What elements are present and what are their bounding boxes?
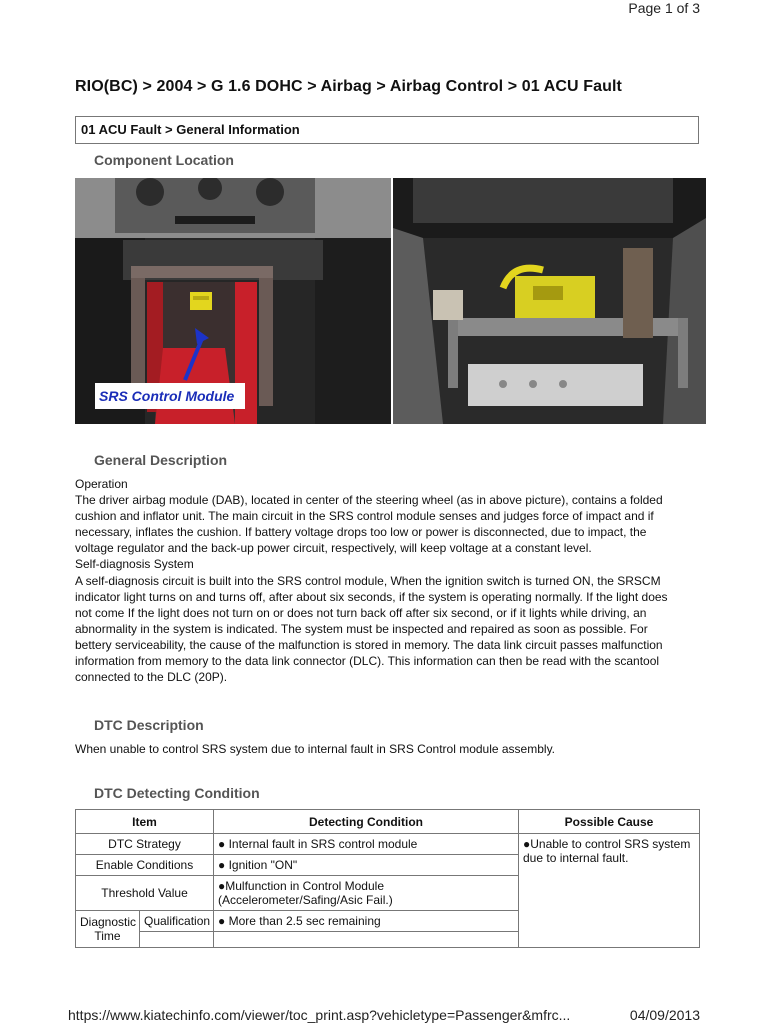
dtc-description-text: When unable to control SRS system due to internal fault in SRS Control module assembly.: [75, 742, 556, 756]
item-cell: DTC Strategy: [76, 834, 214, 855]
component-photo-undercarriage: [393, 178, 706, 424]
text-line: abnormality in the system is indicated. The system must be inspected and repaired as soon as possible. For: [75, 621, 648, 636]
text-line: information from memory to the data link connector (DLC). This information can then be read with the scantool: [75, 654, 660, 669]
footer-date: 04/09/2013: [629, 1007, 700, 1023]
footer-url: https://www.kiatechinfo.com/viewer/toc_print.asp?vehicletype=Passenger&mfrc...: [68, 1007, 571, 1023]
srs-module-photo-label: SRS Control Module: [99, 388, 235, 404]
item-cell: Enable Conditions: [76, 855, 214, 876]
column-header-cause: Possible Cause: [519, 810, 700, 834]
item-line: Time: [94, 929, 121, 943]
text-line: indicator light turns on and turns off, after about six seconds, if the system is operating normally. If the light does: [75, 589, 668, 604]
empty-cell: [140, 932, 214, 948]
general-description-heading: General Description: [94, 452, 228, 468]
text-line: Operation: [75, 477, 128, 491]
text-line: Self-diagnosis System: [75, 557, 194, 572]
condition-cell: ● Internal fault in SRS control module: [214, 834, 519, 855]
item-cell: [76, 911, 140, 948]
condition-cell: ● More than 2.5 sec remaining: [214, 911, 519, 932]
text-line: voltage regulator and the back-up power circuit, respectively, will keep voltage at a constant level.: [75, 541, 592, 556]
empty-cell: [214, 932, 519, 948]
component-photo-console: [75, 178, 391, 424]
breadcrumb: RIO(BC) > 2004 > G 1.6 DOHC > Airbag > Airbag Control > 01 ACU Fault: [75, 78, 622, 95]
condition-cell: [214, 876, 519, 911]
section-title: 01 ACU Fault > General Information: [81, 122, 300, 137]
text-line: cushion and inflator unit. The main circuit in the SRS control module senses and judges force of impact and if: [75, 509, 654, 524]
dtc-condition-table: [75, 809, 700, 948]
possible-cause-cell: ●Unable to control SRS system due to internal fault.: [519, 834, 700, 948]
general-description-text: [75, 476, 705, 685]
text-line: necessary, inflates the cushion. If battery voltage drops too low or power is disconnected, due to impact, the: [75, 525, 647, 540]
dtc-condition-heading: DTC Detecting Condition: [94, 785, 260, 801]
dtc-description-heading: DTC Description: [94, 717, 204, 733]
component-location-heading: Component Location: [94, 152, 234, 168]
item-line: Diagnostic: [80, 915, 137, 929]
condition-cell: ● Ignition "ON": [214, 855, 519, 876]
section-title-box: [75, 116, 699, 144]
sub-item-cell: Qualification: [140, 911, 214, 932]
table-row: [76, 834, 700, 855]
column-header-item: Item: [76, 810, 214, 834]
condition-line: (Accelerometer/Safing/Asic Fail.): [218, 893, 393, 907]
text-line: connected to the DLC (20P).: [75, 670, 228, 685]
table-header-row: [76, 810, 700, 834]
item-cell: Threshold Value: [76, 876, 214, 911]
condition-line: ●Mulfunction in Control Module: [218, 879, 384, 893]
text-line: The driver airbag module (DAB), located in center of the steering wheel (as in above picture), contains a folded: [75, 493, 663, 508]
text-line: not come If the light does not turn on or does not turn back off after six second, or if it lights while driving, an: [75, 605, 647, 620]
text-line: A self-diagnosis circuit is built into the SRS control module, When the ignition switch is turned ON, the SRSCM: [75, 573, 661, 588]
column-header-condition: Detecting Condition: [214, 810, 519, 834]
text-line: bettery serviceability, the cause of the malfunction is stored in memory. The data link circuit passes malfunction: [75, 637, 663, 652]
page-number: Page 1 of 3: [628, 0, 700, 16]
